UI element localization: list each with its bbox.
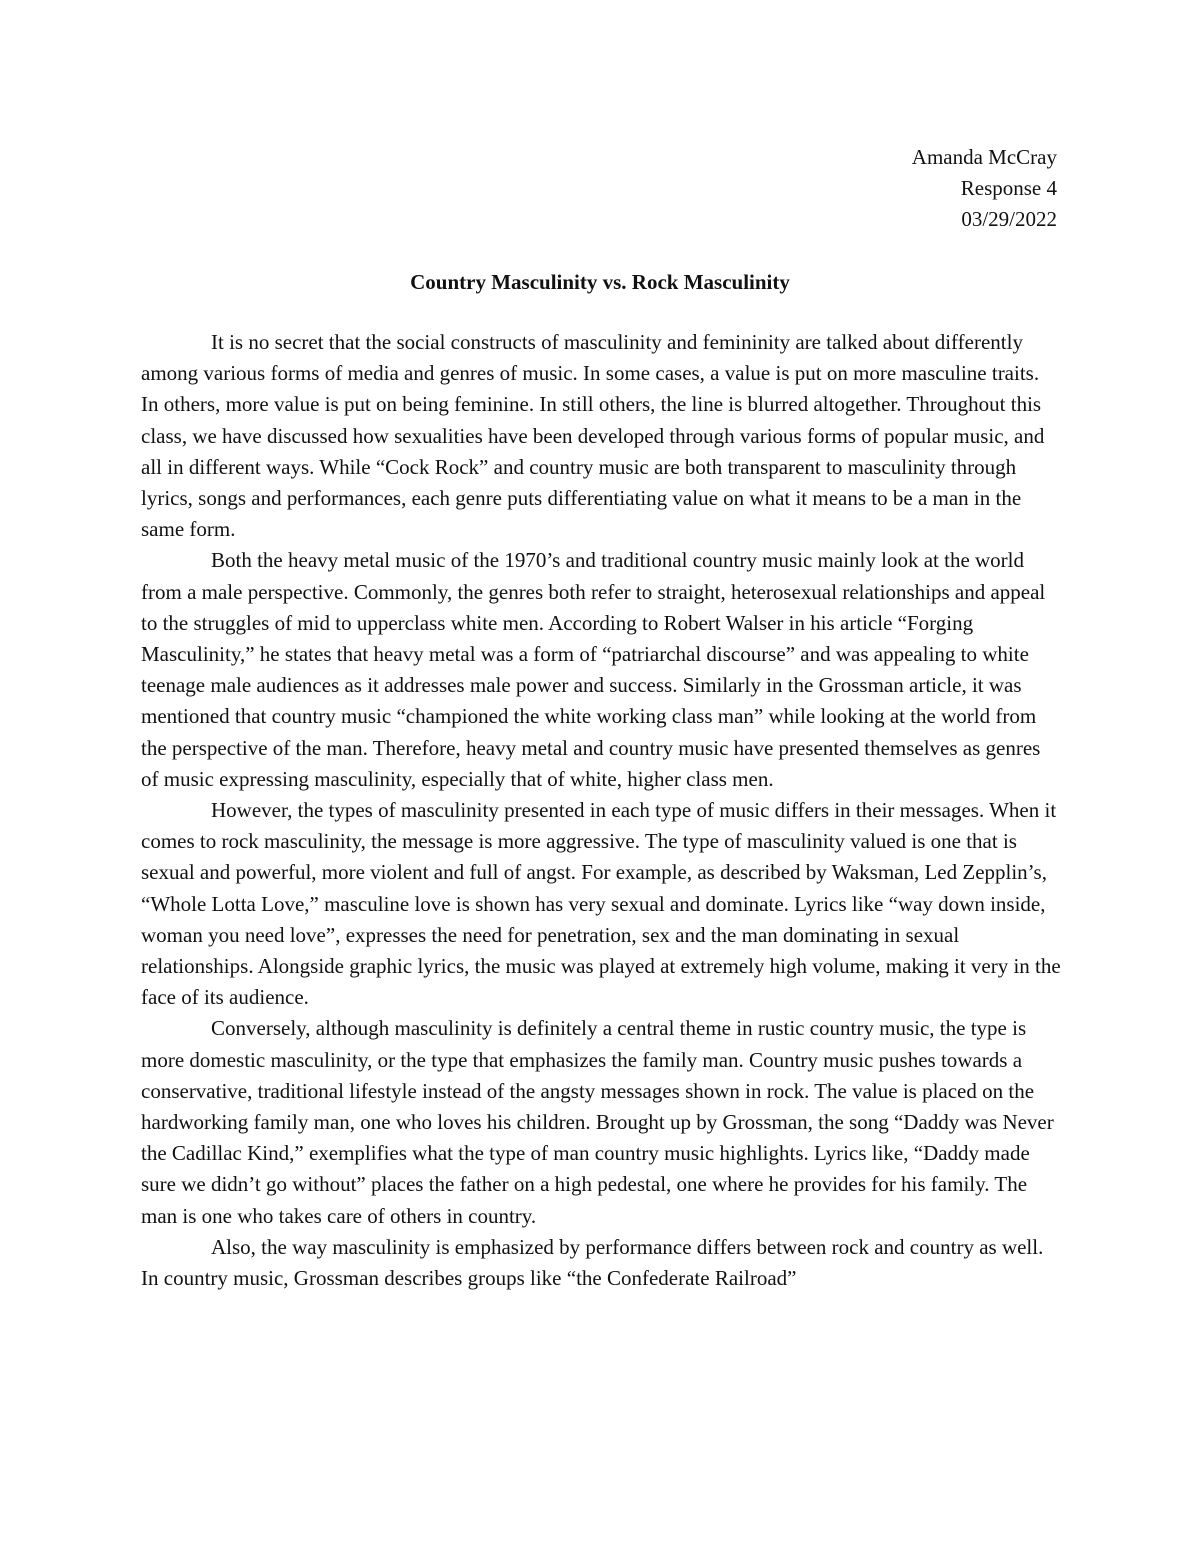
- author-name: Amanda McCray: [911, 145, 1057, 169]
- assignment-label: Response 4: [960, 176, 1057, 200]
- document-header: [912, 142, 1057, 235]
- document-title: Country Masculinity vs. Rock Masculinity: [410, 270, 790, 294]
- document-date: 03/29/2022: [961, 207, 1057, 231]
- paragraph-1: It is no secret that the social constructs of masculinity and femininity are talked about differently among various forms of media and genres of music. In some cases, a value is put on more masculine traits. In others, more value is put on being feminine. In still others, the line is blurred altogether. Throughout this class, we have discussed how sexualities have been developed through various forms of popular music, and all in different ways. While “Cock Rock” and country music are both transparent to masculinity through lyrics, songs and performances, each genre puts differentiating value on what it means to be a man in the same form.: [141, 330, 1045, 542]
- paragraph-3: However, the types of masculinity presented in each type of music differs in their messages. When it comes to rock masculinity, the message is more aggressive. The type of masculinity valued is one that is sexual and powerful, more violent and full of angst. For example, as described by Waksman, Led Zepplin’s, “Whole Lotta Love,” masculine love is shown has very sexual and dominate. Lyrics like “way down inside, woman you need love”, expresses the need for penetration, sex and the man dominating in sexual relationships. Alongside graphic lyrics, the music was played at extremely high volume, making it very in the face of its audience.: [141, 798, 1061, 1010]
- paragraph-4: Conversely, although masculinity is definitely a central theme in rustic country music, the type is more domestic masculinity, or the type that emphasizes the family man. Country music pushes towards a conservative, traditional lifestyle instead of the angsty messages shown in rock. The value is placed on the hardworking family man, one who loves his children. Brought up by Grossman, the song “Daddy was Never the Cadillac Kind,” exemplifies what the type of man country music highlights. Lyrics like, “Daddy made sure we didn’t go without” places the father on a high pedestal, one where he provides for his family. The man is one who takes care of others in country.: [141, 1016, 1054, 1228]
- paragraph-5: Also, the way masculinity is emphasized by performance differs between rock and country as well. In country music, Grossman describes groups like “the Confederate Railroad”: [141, 1234, 1044, 1291]
- paragraph-2: Both the heavy metal music of the 1970’s and traditional country music mainly look at the world from a male perspective. Commonly, the genres both refer to straight, heterosexual relationships and appeal to the struggles of mid to upperclass white men. According to Robert Walser in his article “Forging Masculinity,” he states that heavy metal was a form of “patriarchal discourse” and was appealing to white teenage male audiences as it addresses male power and success. Similarly in the Grossman article, it was mentioned that country music “championed the white working class man” while looking at the world from the perspective of the man. Therefore, heavy metal and country music have presented themselves as genres of music expressing masculinity, especially that of white, higher class men.: [141, 548, 1046, 791]
- document-body: [141, 327, 1061, 1294]
